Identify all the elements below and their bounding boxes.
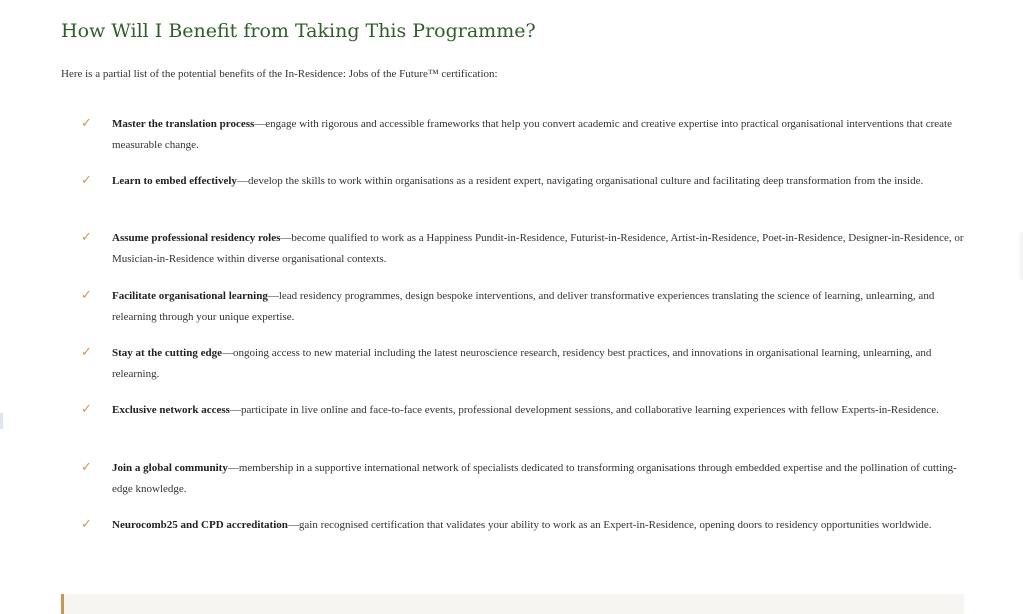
- benefit-text: [112, 286, 967, 327]
- list-item: [61, 458, 971, 502]
- intro-text: Here is a partial list of the potential benefits of the In-Residence: Jobs of the Future™ certification:: [61, 68, 498, 80]
- checkmark-icon: ✓: [81, 345, 92, 360]
- list-item: [61, 114, 971, 158]
- benefit-description: —ongoing access to new material including the latest neuroscience research, residency best practices, and innovations in organisational learning, unlearning, and relearning.: [112, 347, 932, 380]
- benefit-heading: Exclusive network access: [112, 404, 230, 416]
- list-item: [61, 286, 971, 330]
- checkmark-icon: ✓: [81, 460, 92, 475]
- benefit-description: —engage with rigorous and accessible frameworks that help you convert academic and creative expertise into practical organisational interventions that create measurable change.: [112, 118, 952, 151]
- benefit-text: [112, 458, 967, 499]
- benefit-description: —develop the skills to work within organisations as a resident expert, navigating organisational culture and facilitating deep transformation from the inside.: [236, 175, 924, 187]
- checkmark-icon: ✓: [81, 517, 92, 532]
- list-item: [61, 171, 971, 215]
- benefit-text: [112, 515, 967, 536]
- checkmark-icon: ✓: [81, 230, 92, 245]
- benefit-heading: Learn to embed effectively: [112, 175, 237, 187]
- page-title: How Will I Benefit from Taking This Programme?: [61, 20, 536, 42]
- checkmark-icon: ✓: [81, 173, 92, 188]
- benefit-heading: Neurocomb25 and CPD accreditation: [112, 519, 288, 531]
- list-item: [61, 515, 971, 559]
- benefit-text: [112, 114, 967, 155]
- benefit-description: —become qualified to work as a Happiness Pundit-in-Residence, Futurist-in-Residence, Artist-in-Residence, Poet-in-Residence, Designer-in-Residence, or Musician-in-Residence within diverse organisational contexts.: [112, 232, 964, 265]
- benefit-description: —membership in a supportive international network of specialists dedicated to transforming organisations through embedded expertise and the pollination of cutting-edge knowledge.: [112, 462, 957, 495]
- checkmark-icon: ✓: [81, 116, 92, 131]
- list-item: [61, 400, 971, 444]
- scroll-edge-shadow: [1017, 232, 1023, 280]
- benefit-heading: Assume professional residency roles: [112, 232, 281, 244]
- benefit-heading: Stay at the cutting edge: [112, 347, 222, 359]
- benefit-text: [112, 228, 967, 269]
- left-edge-marker: [0, 413, 3, 429]
- benefit-text: [112, 171, 967, 192]
- checkmark-icon: ✓: [81, 402, 92, 417]
- benefit-description: —participate in live online and face-to-face events, professional development sessions, and collaborative learning experiences with fellow Experts-in-Residence.: [229, 404, 939, 416]
- callout-box: [61, 594, 964, 614]
- list-item: [61, 228, 971, 272]
- benefit-heading: Join a global community: [112, 462, 228, 474]
- benefit-description: —gain recognised certification that validates your ability to work as an Expert-in-Residence, opening doors to residency opportunities worldwide.: [287, 519, 932, 531]
- benefit-heading: Master the translation process: [112, 118, 255, 130]
- list-item: [61, 343, 971, 387]
- benefit-heading: Facilitate organisational learning: [112, 290, 268, 302]
- benefit-description: —lead residency programmes, design bespoke interventions, and deliver transformative experiences translating the science of learning, unlearning, and relearning through your unique expertise.: [112, 290, 935, 323]
- checkmark-icon: ✓: [81, 288, 92, 303]
- benefit-text: [112, 343, 967, 384]
- benefit-text: [112, 400, 967, 421]
